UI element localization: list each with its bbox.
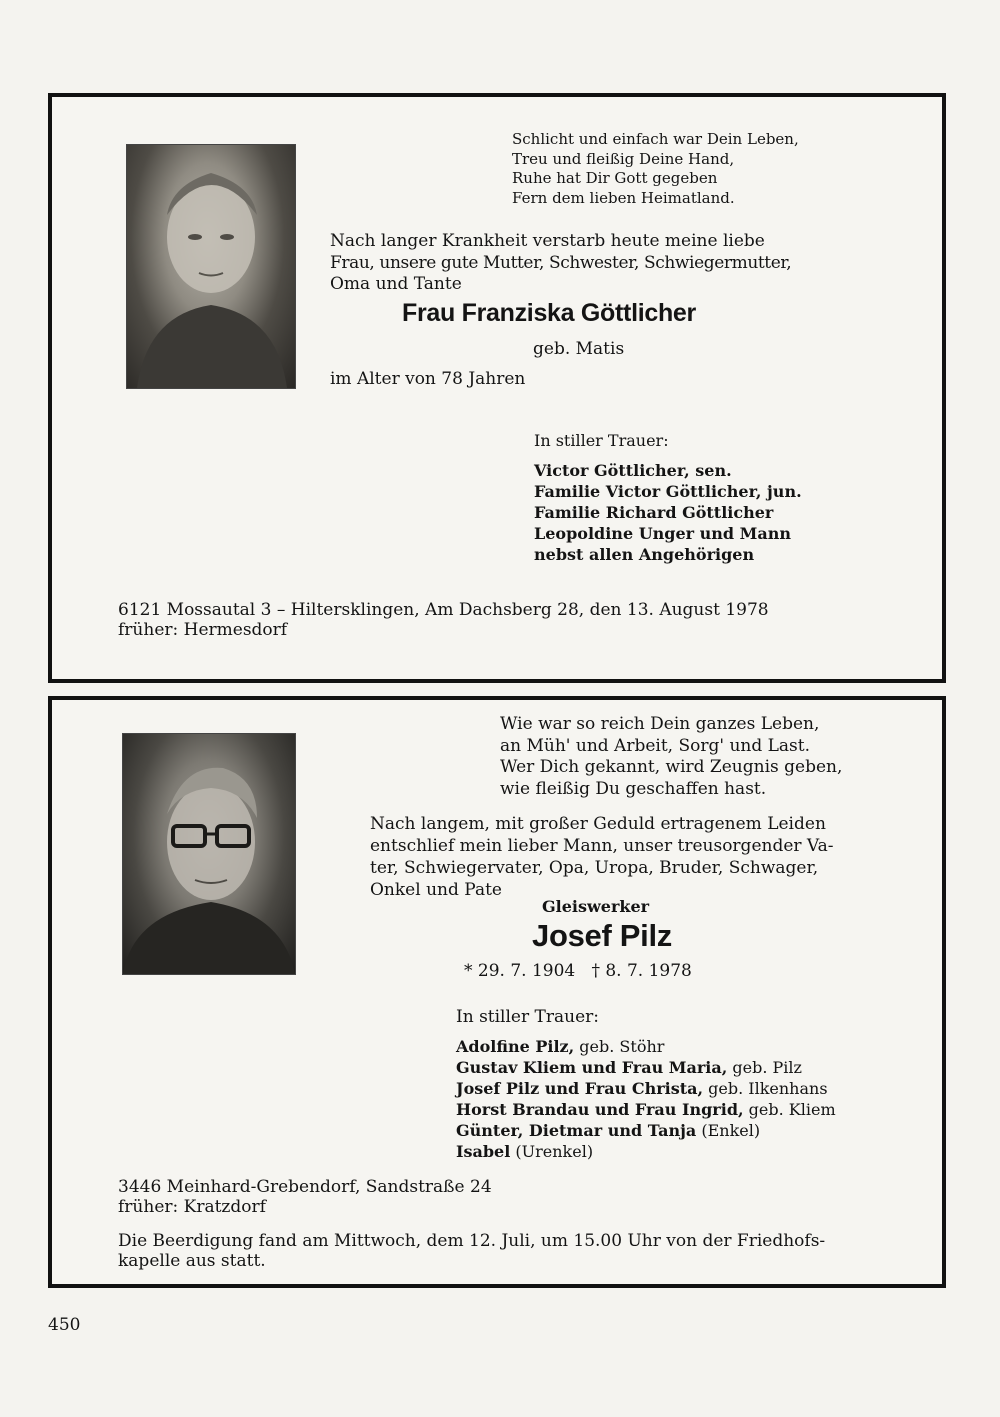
address: 6121 Mossautal 3 – Hiltersklingen, Am Dachsberg 28, den 13. August 1978	[118, 600, 769, 620]
age-at-death: im Alter von 78 Jahren	[330, 369, 526, 389]
address-block	[118, 600, 769, 640]
verse-line: wie fleißig Du geschaffen hast.	[500, 778, 767, 799]
funeral-line: kapelle aus statt.	[118, 1251, 266, 1271]
maiden-name: geb. Matis	[533, 339, 625, 359]
funeral-info	[118, 1231, 825, 1271]
portrait-silhouette	[127, 145, 295, 388]
former-home: früher: Kratzdorf	[118, 1197, 266, 1217]
mourners-list	[456, 1036, 836, 1162]
mourner: Gustav Kliem und Frau Maria, geb. Pilz	[456, 1058, 802, 1077]
obituary-notice-pilz	[48, 696, 946, 1288]
memorial-verse	[500, 714, 842, 800]
address: 3446 Meinhard-Grebendorf, Sandstraße 24	[118, 1177, 492, 1197]
death-announcement	[330, 231, 791, 296]
mourner: Familie Victor Göttlicher, jun.	[534, 482, 802, 501]
verse-line: Fern dem lieben Heimatland.	[512, 188, 735, 207]
address-block	[118, 1177, 492, 1217]
mourner: Leopoldine Unger und Mann	[534, 524, 792, 543]
mourner: Familie Richard Göttlicher	[534, 503, 774, 522]
mourner: Adolfine Pilz, geb. Stöhr	[456, 1037, 665, 1056]
funeral-line: Die Beerdigung fand am Mittwoch, dem 12. Juli, um 15.00 Uhr von der Friedhofs-	[118, 1231, 826, 1251]
verse-line: Wie war so reich Dein ganzes Leben,	[500, 714, 820, 734]
mourning-header: In stiller Trauer:	[456, 1007, 599, 1027]
portrait-photo-man	[122, 733, 296, 975]
announcement-line: Nach langem, mit großer Geduld ertragenem Leiden	[370, 814, 826, 834]
memorial-verse	[512, 130, 799, 208]
obituary-notice-goettlicher	[48, 93, 946, 683]
announcement-line: entschlief mein lieber Mann, unser treusorgender Va-	[370, 836, 834, 856]
mourner: Günter, Dietmar und Tanja (Enkel)	[456, 1121, 761, 1140]
verse-line: Treu und fleißig Deine Hand,	[512, 149, 735, 168]
announcement-line: ter, Schwiegervater, Opa, Uropa, Bruder, Schwager,	[370, 858, 819, 878]
former-home: früher: Hermesdorf	[118, 620, 288, 640]
announcement-line: Nach langer Krankheit verstarb heute meine liebe	[330, 231, 765, 251]
mourner: Victor Göttlicher, sen.	[534, 461, 732, 480]
page-number: 450	[48, 1315, 81, 1335]
verse-line: Wer Dich gekannt, wird Zeugnis geben,	[500, 757, 843, 777]
mourning-header: In stiller Trauer:	[534, 431, 669, 450]
mourners-list	[534, 460, 802, 565]
deceased-name: Josef Pilz	[532, 918, 672, 953]
announcement-line: Frau, unsere gute Mutter, Schwester, Schwiegermutter,	[330, 252, 792, 273]
verse-line: Ruhe hat Dir Gott gegeben	[512, 169, 718, 187]
life-dates: * 29. 7. 1904 † 8. 7. 1978	[464, 961, 692, 981]
deceased-name: Frau Franziska Göttlicher	[402, 299, 696, 327]
occupation: Gleiswerker	[542, 897, 650, 916]
announcement-line: Oma und Tante	[330, 274, 462, 294]
portrait-photo-woman	[126, 144, 296, 389]
mourner: Isabel (Urenkel)	[456, 1142, 594, 1161]
mourner: Horst Brandau und Frau Ingrid, geb. Kliem	[456, 1100, 836, 1119]
mourner: nebst allen Angehörigen	[534, 545, 755, 564]
verse-line: an Müh' und Arbeit, Sorg' und Last.	[500, 735, 811, 756]
verse-line: Schlicht und einfach war Dein Leben,	[512, 130, 799, 148]
portrait-silhouette	[123, 734, 295, 974]
mourner: Josef Pilz und Frau Christa, geb. Ilkenhans	[456, 1079, 828, 1098]
death-announcement	[370, 813, 834, 901]
announcement-line: Onkel und Pate	[370, 880, 502, 900]
